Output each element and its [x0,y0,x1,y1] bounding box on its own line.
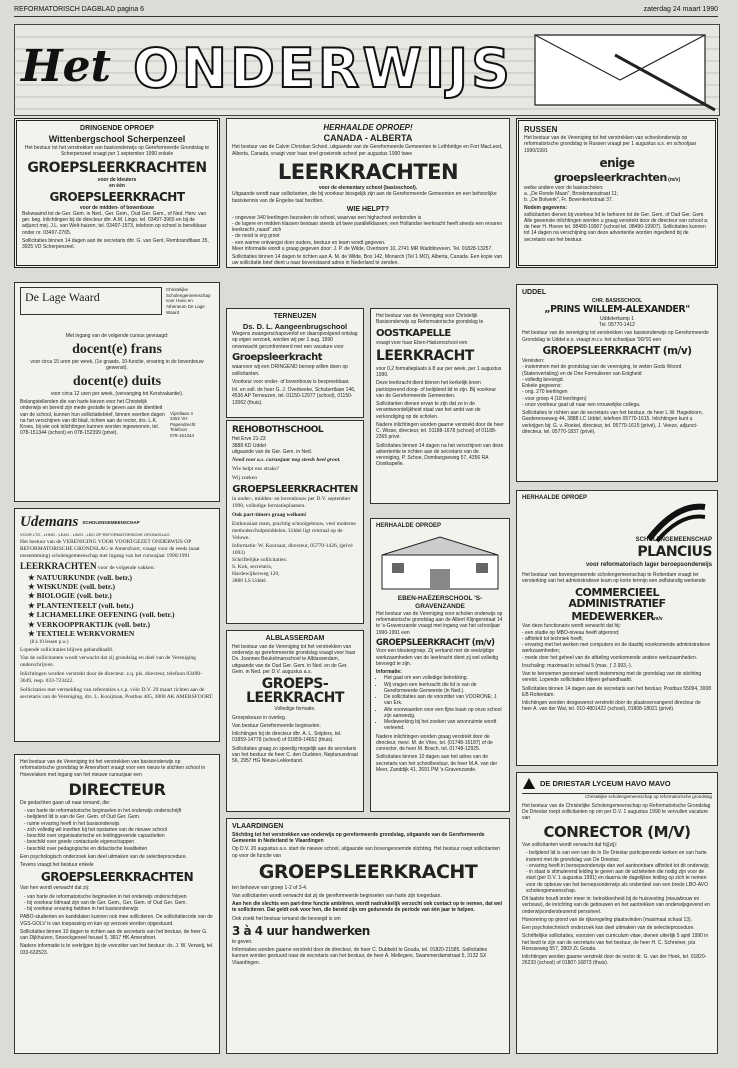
list-item: • Het gaat om een volledige betrekking. [384,675,504,681]
list-item: - beschikt over organisatorische en leidinggevende capaciteiten [24,833,165,839]
ad-text-2: Dit laatste houdt onder meer in: betrokkenheid bij de huisvesting (nieuwbouw en verbouw), de inrichting van de gebouwen en het aantrekken van onderwijsgevend en onderwijsondersteunend personeel. [522,896,710,915]
ad-text-3: Van sollicitanten wordt verwacht dat zij de gereformeerde beginselen van harte zijn toegedaan. [232,892,442,899]
page-header-left: REFORMATORISCH DAGBLAD pagina 6 [14,6,145,13]
ad-intro: Het bestuur van de Vereniging tot het verstrekken van onderwijs op gereformeerde grondslag vraagt voor haar Ds. Joannes Beukelmanschool te Alblasserdam, uitgaande van de Oud Ger. Gem. in Ned. en de Ger. Gem. in Ned. per D.V. augustus a.s. [232,643,356,675]
ad-bullet: - de lagere en midden klassen bestaan steeds uit twee parallelklassen; een Hollandse leerkracht heeft steeds een ervaren leerkracht „naast" zich [232,220,503,233]
ad-text: Nood voor a.s. cursusjaar nog steeds heel groot. [232,457,341,463]
ad-connector: en één [109,183,125,190]
ad-heading-suffix: m/v [654,615,663,622]
list-item: - beschikt over pedagogische en didactische kwaliteiten [24,845,148,852]
list-item: - belijdend lid is van de Ger. Gem. of Oud Ger. Gem. [24,814,141,821]
ad-text-5: Nadere inlichtingen worden gaarne verstrekt door de heer C. Wisse, directeur, tel. 01188-1678 (school) of 01188-2365 privé. [376,421,504,441]
school-name: Wittenbergschool Scherpenzeel [48,133,186,144]
ad-heading: DIRECTEUR [68,779,166,799]
ad-text-5: Schriftelijke sollicitaties, voorzien van curriculum vitae, dienen uiterlijk 5 april 1990 in het bezit te zijn van de secretaris van het bestuur, de heer H. C. Schreiner, p/a Ronsseweg 557, 2803 ZL Gouda. [522,933,709,952]
ad-text: Voor een kleutergroep. Zij verband met de veelzijdige werkzaamheden van de leerkracht dient zij wel volledig bevoegd te zijn. [376,648,499,667]
list-item: - beschikt over goede contactuele eigenschappen [24,839,135,846]
list-item: • Alle voorwaarden voor een fijne baan op onze school zijn aanwezig. [384,707,504,720]
ad-text-4: Aan hen die slechts een part-time functie ambiëren, wordt nadrukkelijk verzocht ook contact op te nemen, dat wel te solliciteren. Dat geldt ook voor hen, die bereid zijn om gedurende de periode van één jaar te helpen. [232,901,503,914]
ad-text-4: in onder-, midden- en bovenbouw per D.V. september 1990, volledige formatieplaatsen. [232,496,351,509]
ad-question: WIE HELPT? [346,205,390,213]
subject-item: ★ PLANTENTEELT (voll. betr.) [28,600,134,610]
ad-subheading-2: voor de midden- of bovenbouw [79,204,155,211]
list-item: - ruime ervaring heeft in het basisonderwijs [24,820,120,827]
ad-text: Van deze functionaris wordt verwacht dat hij: - een studie op MBO-niveau heeft afgerond; - affiniteit tot techniek heeft; - ervaring met het werken met computers en de daarbij voorkomende administratieve werkzaamheden; - mede door het geheel van de afdeling voorkomende andere werkzaamheden. [522,623,711,661]
ad-subheading: voor de elementary school (basisschool). [318,185,418,191]
ad-kicker: HERHAALDE OPROEP! [323,123,413,132]
ad-text-4: Sollicitaties binnen 14 dagen aan de secretaris van het bestuur, Postbus 55094, 3008 EB Rotterdam. [522,685,712,698]
ad-canada [226,118,510,268]
ad-text: Op D.V. 20 augustus a.s. start de nieuwe school, uitgaande van bovengenoemde stichting. Het bestuur roept sollicitanten op voor de functie van [232,846,501,859]
subject-note: (8 à 10 lessen p.w.) [30,640,69,646]
ad-info: Meer informatie wordt u graag gegeven door: J. P. de Wilde, Overtoom 10, 2741 MR Waddinxveen. Tel. 01828-13257. [232,245,493,252]
ad-text-6: Sollicitaties binnen 10 dagen te richten aan de secretaris van het bestuur, de heer G. van Dijkhuizen, Snoeckgeneel heuvel 5, 3817 HK Amersfoort. [20,928,208,941]
ad-place: UDDEL [522,289,547,296]
ad-footer: Inlichtingen worden desgewenst verstrekt door de plaatsvervangend directeur de heer A. van der Wal, tel. 010-4801422 (school), 01808-18021 (privé). [522,700,701,713]
ad-intro: Het bestuur van de Vereniging tot het verstrekken van schoolonderwijs op reformatorische grondslag te Russen vraagt per 1 augustus a.s. en schooljaar 1990/1991 [524,135,697,154]
ad-heading: GROEPSLEERKRACHT (m/v) [376,637,495,648]
ad-heading-2: ADMINISTRATIEF [568,597,666,611]
ad-eben-haezer [370,518,510,812]
ad-address: Het Erve 21-23 3888 KD Uddel uitgaande van de Ger. Gem. in Ned. [232,436,313,455]
ad-heading: CONRECTOR (M/V) [543,823,691,842]
ad-heading: GROEPS- [261,676,329,692]
ad-footer: Inlichtingen worden gaarne verstrekt door de rector dr. G. van der Hoek, tel. 01820-26233 (school) of 01807-16873 (thuis). [522,954,707,967]
ad-intro: Stichting tot het verstrekken van onderwijs op gereformeerde grondslag, uitgaande van de Gereformeerde Gemeente in Nederland te Vlaardingen [232,831,485,844]
list-item: - bij voorkeur ervaring hebben in het basisonderwijs [24,906,139,912]
ad-intro: Het bestuur van de Christelijke Scholengemeenschap op Reformatorische Grondslag De Driestar roept sollicitanten op om per D.V. 1 augustus 1990 te vervullen vacature van [522,802,711,822]
ad-intro: Het bestuur van de Vereniging tot het verstrekken van basisonderwijs op reformatorische grondslag te Amersfoort vraagt voor een nieuw te stichten school in Hoevelaken met ingang van het nieuwe cursusjaar een [20,759,206,778]
list-item: - bij voorkeur lidmaat zijn van de Ger. Gem., Ger. Gem. of Oud Ger. Gem. [24,899,187,906]
ad-text-6: te geven. [232,938,253,945]
ad-label: Nodem gegevens: [524,205,568,212]
school-building-illustration [376,533,504,593]
ad-subheading: voor de volgende vakken: [97,565,155,572]
school-name: PLANCIUS [637,544,712,560]
banner-title-onderwijs: ONDERWIJS [133,37,514,100]
ad-kicker: HERHAALDE OPROEP [376,523,442,529]
ad-bullet: - een warme ontvangst door ouders, bestuur en team wordt gegeven. [232,239,386,246]
ad-text-2: Voorkeur voor onder- of bovenbouw is bespreekbaar. [232,378,350,385]
ad-text: Lopende sollicitaties blijven gehandhaafd. [20,646,114,653]
ad-plancius [516,490,718,766]
lage-waard-logo: De Lage Waard [20,287,162,315]
ad-heading-2: docent(e) duits [72,374,162,390]
ad-subheading: voor de kleuters [97,177,137,183]
ad-intro: Het bestuur van de vereniging tot verstrekken van basisonderwijs op Gereformeerde Grondslag te Uddel e.o. vraagt m.i.v. het schooljaar '90/'91 een [522,330,709,343]
subject-item: ★ WISKUNDE (voll. betr.) [28,582,115,591]
ad-footer: Informaties worden gaarne verstrekt door de directeur, de heer C. Dubbeld te Gouda, tel. 01820-21585. Sollicitaties kunnen worden gestuurd naar de secretaris van het bestuur, de heer A. Mellegers, Swammerdamstraat 5, 3132 SX Vlaardingen. [232,947,488,966]
list-item: - ervaring heeft in beroepsonderwijs dan wel aantoonbare affiniteit tot dit onderwijs; [526,862,710,869]
list-item: - in staat is stimulerend leiding te geven aan de activiteiten die nodig zijn voor de start (per D.V. 1 augustus 1991) en daarna de dagelijkse leiding op zich te nemen voor de opbouw van het beroepsonderwijs als onderdeel van een brede LBO-AVO scholengemeenschap. [526,869,708,894]
ad-footer: Informatie: W. Koorsaar, directeur, 05770-1426, (privé 1693) Schriftelijke sollicitaties: S. Kok, secretaris, Hardewijkerweg 120, 3888 LS Uddel. [232,543,353,584]
ad-heading: GROEPSLEERKRACHT [258,860,478,883]
ad-heading: GROEPSLEERKRACHTEN [232,483,358,495]
ad-subheading: CHR. BASISSCHOOL [591,297,643,304]
ad-heading: Groepsleerkracht [232,351,322,363]
udemans-logo: Udemans [20,514,79,530]
ad-footer: Nadere informatie is te verkrijgen bij de voorzitter van het bestuur: ds. J. W. Verweij, tel. 033-632523. [20,943,214,956]
ad-text: vraagt voor haar Eben-Haëzerschool een [376,340,468,346]
ad-place: RUSSEN [524,125,558,134]
ad-text-3: Van te benoemen personeel wordt instemming met de grondslag van de stichting vereist. Lopende sollicitaties blijven gehandhaafd. [522,671,702,684]
ad-heading: docent(e) frans [72,342,162,358]
ad-requirements: Vereisten: - instemmen met de grondslag van de vereniging, te weten Gods Woord (Statenvertaling) en de Drie Formulieren van Enigheid - volledig bevoegd. Enkele gegevens: - ong. 270 leerlingen - voor groep 4 (18 leerlingen) - onze voorkeur gaat uit naar een vrouwelijke collega. [522,358,682,408]
ad-heading: enige [599,155,635,170]
ad-text-2: Groepskeuze in overleg. [232,714,287,721]
ad-heading: GROEPSLEERKRACHTEN [27,159,207,176]
ad-kicker: HERHAALDE OPROEP [522,495,588,501]
ad-text-2: Nadere inlichtingen worden graag verstrekt door de directeur, mevr. M. de Vries, tel. (01748-15187) of de conrector, de heer M. Bosch, tel. 01748-12925. [376,733,493,753]
ad-footer: Sollicitaties te richten aan de secretaris van het bestuur, de heer L.W. Hagedoorn, Garderenseweg 44, 3888 LC Uddel, telefoon 05770-1615. Inlichtingen kunt u verkrijgen bij: G. v. Roekel, directeur, tel. 05770-1615 (privé), J. Veeze, adjunct-directeur, tel. 05770-1837 (privé). [522,410,703,435]
ad-oostkapelle [370,308,510,504]
ad-text-6: Enthousiast team, prachtig schoolgebouw, veel moderne methoden/hulpmiddelen. Uddel ligt centraal op de Veluwe. [232,520,356,541]
ad-heading-3: MEDEWERKER [571,609,655,623]
ad-place: TERNEUZEN [273,313,317,320]
ad-label: Informatie: [376,669,402,676]
ad-body: Belangstellenden die van harte kiezen voor het Christelijk onderwijs en bereid zijn mede gestalte te geven aan de identiteit van de school, kunnen hun sollicitatiebrief, binnen veertien dagen na het verschijnen van dit blad, richten aan de rector, drs. L.K. Kroes, bij wie ook inlichtingen kunnen worden ingewonnen, tel. 078-151344 (school) en 078-152399 (privé). [20,399,165,437]
ad-text-4: Inlichtingen bij de directeur dhr. A. L. Snijders, tel. 01859-14778 (school) of 01859-14652 (thuis). [232,731,342,744]
subject-item: ★ VERKOOPPRAKTIJK (voll. betr.) [28,619,150,629]
ad-place: CANADA - ALBERTA [323,133,413,143]
subject-item: ★ LICHAMELIJKE OEFENING (voll. betr.) [28,610,175,620]
ad-body: Bekwaamd tot de Ger. Gem. in Ned., Ger. Gem., Oud Ger. Gem., of Ned. Herv. van ger. beg. Inlichtingen bij de directeur dhr. A.M. Lingo, tel. 03497-3965 en bij de adjunct mej. J.L. van Welt-huizen, tel. 03497-1573, telefoon op school is bereikbaar onder nr. 03497-2765. [22,210,207,236]
ad-text-2: Inschaling: maximaal in schaal 5 (max. ƒ 2.993,-). [522,662,633,669]
ad-footer: Sollicitaties binnen 10 dagen aan het adres van de secretaris van het schoolbestuur, de heer M.A. van der Meer, Zanddijk 41, 2691 PM 's-Gravenzande. [376,754,498,773]
ad-sidebar-text: SCHOLENGEMEENSCHAP [82,519,140,525]
ad-heading-2: LEERKRACHT [246,690,344,706]
ad-text-3: Honorering op grond van de rijksregeling plaatsvinden (maximaal schaal 13). [522,916,693,923]
list-item: - van harte de reformatorische beginselen in het onderwijs onderschrijft [24,808,182,814]
ad-text-3: Wij zoeken [232,474,257,481]
ad-intro: Het bestuur van bovengenoemde scholengemeenschap te Rotterdam vraagt ter versterking van het administratieve team op korte termijn een zelfstandig werkende [522,572,706,585]
ad-place: OOSTKAPELLE [376,327,451,339]
ad-intro: Het bestuur tot het verstrekken van basisonderwijs op Gereformeerde Grondslag te Scherpenzeel vraagt per 1 september 1990 enkele [24,145,210,158]
ad-text: waarvoor wij een DRINGEND beroep willen doen op sollicitanten. [232,364,348,377]
school-description: voor reformatorisch lager beroepsonderwijs [585,561,712,568]
ad-intro: Met ingang van de volgende cursus gevraagd: [65,333,169,340]
ad-tagline: Christelijke scholengemeenschap op reformatorische grondslag [585,794,712,799]
ad-footer: Sollicitaties met vermelding van referenties s.v.p. vóór D.V. 29 maart richten aan de secretaris van de Vereniging, drs. L. Kooijman, Postbus 405, 3800 AK AMERSFOORT. [20,686,214,700]
ad-text: Volledige formatie. [274,706,316,713]
banner-title-het: Het [21,41,111,92]
ad-heading: LEERKRACHTEN [277,159,459,184]
ad-intro: Het bestuur van de VERENIGING VOOR VOORTGEZET ONDERWIJS OP REFORMATORISCHE GRONDSLAG te Amersfoort, vraagt voor de reeds (naar toestemming) scholengemeenschap met ingang van het cursusjaar 1990/1991 [20,538,200,559]
ad-text-3: Deze leerkracht dient binnen het kerkelijk leven participerend doop- of belijdend lid te zijn. Bij voorkeur van de Gereformeerde Gemeenten. [376,380,497,399]
ad-terneuzen [226,308,364,418]
ad-address: Vijzellaan 4 3352 VH Papendrecht Telefoon 078-151344 [170,410,196,438]
ad-footer: Inl. en soll. de heer G. J. Overbeeke, Schubertlaan 146, 4536 AP Terneuzen, tel. 01150-12977 (school), 01150-13062 (thuis). [232,387,356,406]
ad-udemans [14,508,220,742]
ad-tagline: VOOR LTO - LHNO - LEAO - LAVO - LBO OP REFORMATORISCHE GRONDSLAG [20,531,170,537]
list-item: • Medewerking bij het zoeken van woonruimte wordt verleend. [384,719,504,732]
ad-lage-waard [14,282,220,502]
list-item: • Wij vragen een leerkracht die lid is van de Gereformeerde Gemeente (in Ned.). [384,682,504,695]
ad-intro: Het bestuur van de Calvin Christian School, uitgaande van de Gereformeerde Gemeenten te Lethbridge en Fort MacLeod, Alberta, Canada, vraagt voor haar snel groeiende school per augustus 1990 twee [232,144,503,157]
school-name: EBEN-HAËZERSCHOOL 'S-GRAVENZANDE [397,594,483,610]
ad-kicker: DRINGENDE OPROEP [80,125,154,132]
ad-text-2: Een psychologisch onderzoek kan deel uitmaken van de selectieprocedure. [20,853,188,860]
ad-bullet: - ongeveer 340 leerlingen bezoeken de school, waarvan een highschool verbonden is [232,214,422,221]
ad-text-2: Van de sollicitanten wordt verwacht dat zij grondslag en doel van de Vereniging onderschrijven. [20,655,196,669]
ad-footer: Sollicitaties graag zo spoedig mogelijk aan de secretaris van het bestuur de heer C. den Oudsten, Neptunusstraat 56, 2957 HG Nieuw-Lekkerland. [232,745,358,765]
ad-text-2: ten behoeve van groep 1-2 of 3-4. [232,884,308,891]
section-banner [14,24,720,116]
ad-driestar [516,772,718,1054]
ad-text-2: voor circa 12 uren per week, (vervanging tot Kerstvakantie). [50,390,184,397]
ad-rehoboth [226,420,364,624]
school-type: SCHOLENGEMEENSCHAP [635,536,712,543]
ad-text-3: Tevens vraagt het bestuur enkele [20,862,94,868]
list-item: • De sollicitaties aan de voorzitter van VOORONE; J. van Erk. [384,694,504,707]
ad-body: Uitgaande wordt naar sollicitanten, die bij voorkeur biosgelijk zijn aan de Gereformeerde Gemeenten en een behoorlijke basiskennis van de Engelse taal bezitten. [232,191,497,204]
ad-text-5: PABO-studenten en kandidaten kunnen ook mee solliciteren. De sollicitatiecode van de VGS-GOLV is van toepassing en kan op verzoek worden opgestuurd. [20,914,213,927]
ad-scherpenzeel [14,118,220,268]
ad-heading: GROEPSLEERKRACHT (m/v) [542,344,692,357]
ad-heading-2: GROEPSLEERKRACHTEN [40,870,194,885]
ad-text: Van sollicitanten wordt verwacht dat hij(zij): [522,842,618,849]
ad-heading: LEERKRACHTEN [20,561,97,572]
list-item: - belijdend lid is van een van de in De Driestar participerende kerken en van harte instemt met de grondslag van De Driestar; [526,850,707,863]
ad-place: VLAARDINGEN [232,823,284,830]
ad-footer: Sollicitaties binnen 14 dagen te richten aan A. M. de Wilde, Box 142, Monarch (Tel 1 MO), Alberta, Canada. Een kopie van uw sollicitatie brief dient u naar bovenstaand adres in Nederland te zenden. [232,254,503,267]
header-rule [14,16,718,17]
ad-text-4: Van hen wordt verwacht dat zij: [20,885,90,892]
ad-prins-willem-alexander [516,284,718,482]
school-name: „PRINS WILLEM-ALEXANDER" [544,304,690,315]
subject-item: ★ NATUURKUNDE (voll. betr.) [28,572,133,582]
ad-address: Uddelerkamp 1 Tel. 05770-1412 [599,315,635,329]
page-header-right: zaterdag 24 maart 1990 [643,6,718,13]
driestar-logo-icon [522,777,536,791]
plancius-logo-icon [647,503,707,543]
ad-directeur [14,754,220,1054]
ad-footer: Sollicitaties binnen 14 dagen aan de secretaris dhr. G. van Gent, Rembrandtlaan 35, 3925 VD Scherpenzeel. [22,237,209,250]
list-item: - zich volledig wil inzetten bij het opstarten van de nieuwe school [24,826,167,833]
ad-heading: LEERKRACHT [376,348,474,365]
ad-body: welke andere voor de basisscholen: a. „De Ronde Maan", Broekmansstraat 11; b. „De Bolwerk", Fr. Bovenkerkstraat 37. [524,184,618,203]
ad-text-4: Een psychotechnisch onderzoek kan deel uitmaken van de selectieprocedure. [522,925,695,932]
ad-intro: Wegens zwangerschapsverlof en daaropvolgend ontslag op eigen verzoek, worden wij per 1 aug. 1990 onverwacht geconfronteerd met een vacature voor [232,331,358,350]
ad-text-5: Ook zoekt het bestuur iemand die bevoegd is om [232,915,341,922]
ad-text-3: Inlichtingen worden verstrekt door de directeur. z.q. pls. directeur, telefoon 03490-3649, resp. 033-723422. [20,671,202,684]
ad-intro: Het bestuur van de Vereniging voor Christelijk Basisonderwijs op Reformatorische grondslag te [376,313,484,326]
ad-vlaardingen [226,818,510,1054]
ad-text-2: voor 0,2 formatieplaats à 8 uur per week, per 1 augustus 1990. [376,365,502,378]
ad-text-2: Wie helpt ons straks? [232,465,279,472]
list-item: - van harte de reformatorische beginselen in het onderwijs onderschrijven [24,893,187,900]
ad-alblasserdam [226,630,364,812]
ad-heading-2: groepsleerkrachten [553,170,667,184]
ad-bullet: - de nood is erg groot [232,233,280,240]
school-name: Ds. D. L. Aangeenbrugschool [242,321,348,331]
ad-text: De gedachten gaan uit naar iemand, die: [20,799,111,806]
ad-text: voor circa 15 uren per week, (1e graads, 10-functie, ervaring in de bovenbouw gewenst). [30,358,204,372]
driestar-logo: DE DRIESTAR LYCEUM HAVO MAVO [540,779,671,789]
subject-item: ★ BIOLOGIE (voll. betr.) [28,591,112,601]
ad-text-3: Van bestuur Gereformeerde beginselen. [232,722,321,729]
ad-heading: COMMERCIEEL [574,585,659,599]
ad-sidebar-text: Christelijke Scholengemeenschap voor Havo en Atheneum De Lage Waard [166,287,211,315]
ad-heading-2: GROEPSLEERKRACHT [49,189,185,204]
ad-text-4: Sollicitanten dienen ervan te zijn dat ze in de verantwoordelijkheid staat van het ambt van de verkondiging op de scholen. [376,401,481,420]
ad-russen [516,118,718,268]
ad-heading-2: 3 à 4 uur handwerken [232,923,370,938]
subject-item: ★ TEXTIELE WERKVORMEN [28,628,135,638]
ad-heading-suffix: (m/v) [668,176,681,183]
school-name: REHOBOTHSCHOOL [232,425,324,435]
ad-footer: sollicitanten dienen bij voorkeur lid te behoren tot de Ger. Gem. of Oud Ger. Gem. Alle gewenste inlichtingen worden u graag verstrekt door de directeur van school a: de heer H. Hoeve tel. 08490-19907 (school tel. 08490-19907). Sollicitaties kunnen tot 14 dagen na verschijning van deze advertentie worden ingediend bij de secretaris van het bestuur. [524,211,709,243]
ad-text-5: Ook part-timers graag welkom! [232,511,307,518]
ad-footer: Sollicitaties binnen 14 dagen na het verschijnen van deze advertentie te richten aan de secretaris van de vereniging, P. Schoe, Domburgseweg 57, 4356 RA Oostkapelle. [376,442,504,468]
ad-intro: Het bestuur van de Vereniging voor scholen onderwijs op reformatorische grondslag aan de Albert Klijngerstraat 14 te 's-Gravenzande vraagt met ingang van het schooljaar 1990-1991 een [376,610,503,636]
ad-place: ALBLASSERDAM [265,635,325,642]
